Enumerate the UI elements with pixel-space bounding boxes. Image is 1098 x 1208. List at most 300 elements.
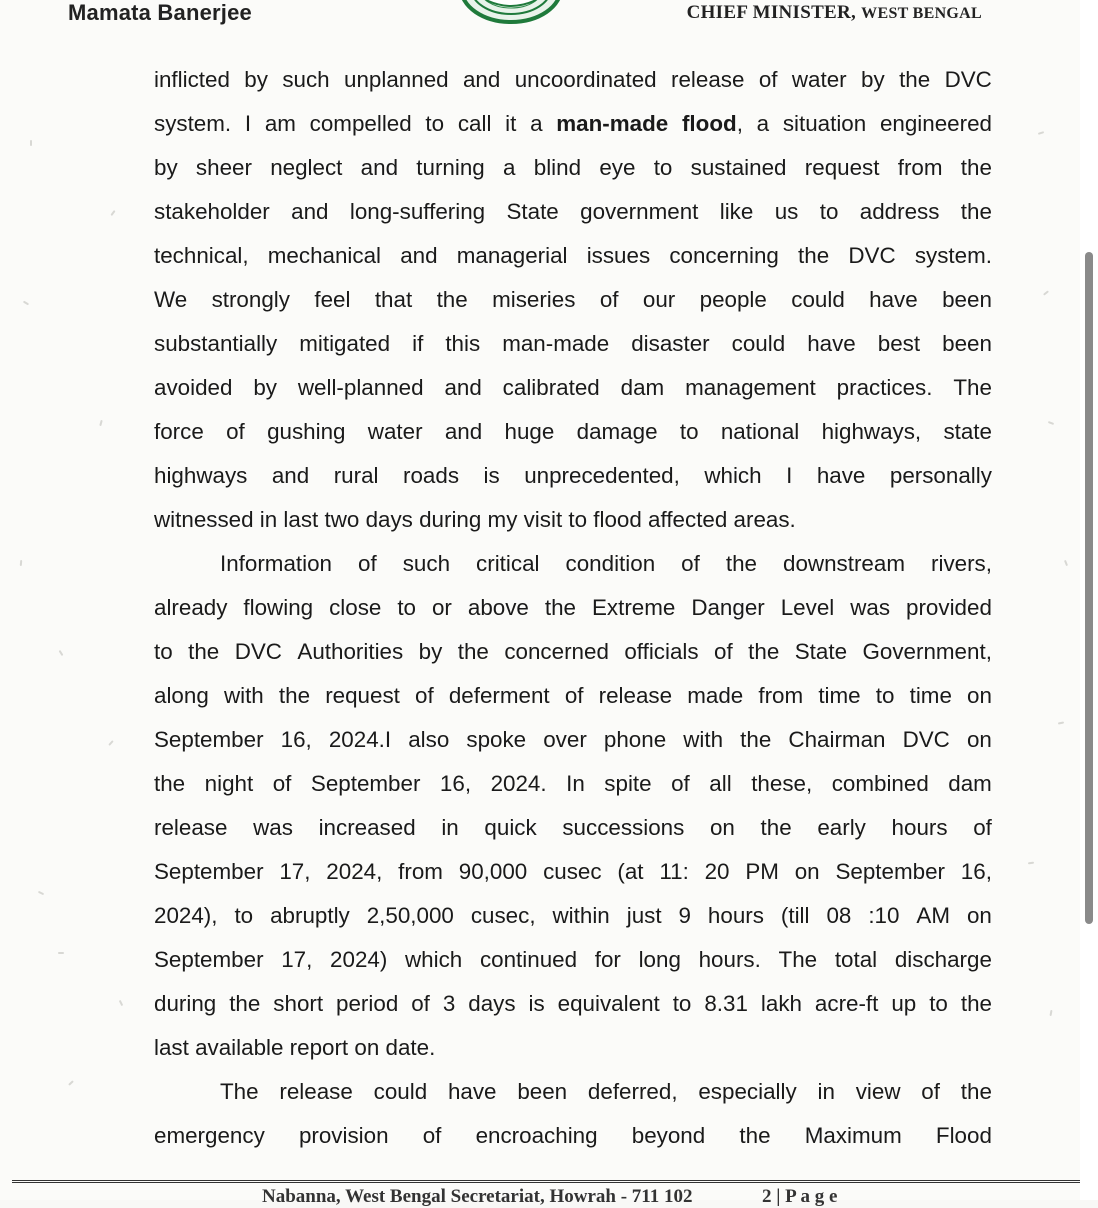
word: dam: [620, 375, 665, 400]
body-line: [154, 762, 992, 806]
word: the: [899, 67, 931, 92]
word: have: [807, 331, 856, 356]
word: the: [154, 771, 186, 796]
body-line: [154, 190, 992, 234]
word: sheer: [195, 155, 252, 180]
word: 08: [826, 903, 852, 928]
word: total: [834, 947, 878, 972]
body-line: [154, 58, 992, 102]
word: of: [226, 419, 245, 444]
body-line: [154, 542, 992, 586]
word: damage: [576, 419, 658, 444]
word: request: [804, 155, 880, 180]
word: [556, 102, 668, 146]
paper-speck: [119, 1000, 124, 1006]
word: DVC: [944, 67, 992, 92]
word: 2024),: [154, 903, 218, 928]
word: could: [791, 287, 845, 312]
word: 17,: [279, 859, 311, 884]
paper-speck: [1064, 560, 1068, 566]
body-line: [154, 894, 992, 938]
word: long-suffering: [349, 199, 486, 224]
word: blind: [533, 155, 582, 180]
word: time: [909, 683, 952, 708]
paper-speck: [38, 891, 44, 895]
word: have: [816, 463, 866, 488]
word: and: [462, 67, 501, 92]
word: and: [444, 419, 483, 444]
office-title-sub: WEST BENGAL: [861, 5, 982, 22]
word: the: [960, 155, 992, 180]
word: combined: [831, 771, 929, 796]
word: hours: [891, 815, 948, 840]
word: In: [566, 771, 585, 796]
paper-speck: [58, 952, 64, 954]
word: DVC: [848, 243, 896, 268]
word: concerning: [669, 243, 779, 268]
word: which: [405, 947, 463, 972]
word: to: [154, 639, 173, 664]
emphasis-text: flood: [681, 111, 737, 136]
body-line: last available report on date.: [154, 1035, 436, 1060]
word: of: [681, 551, 700, 576]
word: 2024.: [490, 771, 547, 796]
paper-speck: [1049, 1010, 1052, 1016]
word: technical,: [154, 243, 249, 268]
word: of: [564, 683, 584, 708]
word: to: [679, 419, 699, 444]
word: the: [960, 991, 992, 1016]
word: unplanned: [344, 67, 449, 92]
paper-speck: [1058, 721, 1064, 724]
word: by: [418, 639, 443, 664]
word: 8.31: [704, 991, 748, 1016]
word: Level: [780, 595, 835, 620]
word: on: [709, 815, 735, 840]
word: have: [447, 1079, 497, 1104]
word: cusec: [543, 859, 602, 884]
word: phone: [603, 727, 667, 752]
word: night: [204, 771, 254, 796]
word: and: [444, 375, 482, 400]
word: the: [740, 727, 772, 752]
word: days: [468, 991, 516, 1016]
word: increased: [318, 815, 416, 840]
word: provision: [298, 1123, 389, 1148]
emphasis-text: man-made: [556, 111, 669, 136]
body-line: witnessed in last two days during my visit to flood affected areas.: [154, 507, 796, 532]
word: Extreme: [591, 595, 676, 620]
body-line: [154, 718, 992, 762]
word: disaster: [631, 331, 710, 356]
word: critical: [476, 551, 540, 576]
word: and: [291, 199, 329, 224]
word: PM: [745, 859, 779, 884]
word: all: [709, 771, 732, 796]
word: sustained: [690, 155, 787, 180]
word: emergency: [154, 1123, 265, 1148]
word: already: [154, 595, 228, 620]
word: Flood: [935, 1123, 992, 1148]
word: or: [431, 595, 452, 620]
word: of: [422, 1123, 442, 1148]
word: dam: [948, 771, 992, 796]
word: to: [234, 903, 254, 928]
word: gushing: [267, 419, 346, 444]
word: strongly: [211, 287, 290, 312]
word: deferred,: [587, 1079, 678, 1104]
word: release: [671, 67, 745, 92]
word: this: [445, 331, 481, 356]
word: quick: [484, 815, 537, 840]
word: DVC: [234, 639, 282, 664]
body-line: [154, 366, 992, 410]
word: acre-ft: [814, 991, 879, 1016]
word: water: [791, 67, 847, 92]
word: September: [310, 771, 421, 796]
word: 2024.I: [328, 727, 392, 752]
word: a: [503, 155, 516, 180]
paper-speck: [59, 650, 64, 656]
word: and: [271, 463, 310, 488]
word: on: [966, 727, 992, 752]
word: request: [325, 683, 400, 708]
word: the: [544, 595, 576, 620]
word: close: [329, 595, 382, 620]
word: September: [154, 727, 264, 752]
word: the: [229, 991, 261, 1016]
word: highways: [154, 463, 248, 488]
word: to: [929, 991, 948, 1016]
word: and: [360, 155, 399, 180]
word: avoided: [154, 375, 233, 400]
word: to: [875, 683, 895, 708]
word: mitigated: [299, 331, 391, 356]
word: man-made: [502, 331, 610, 356]
word: September: [154, 947, 264, 972]
word: I: [786, 463, 793, 488]
word: view: [855, 1079, 901, 1104]
word: the: [188, 639, 220, 664]
word: neglect: [270, 155, 343, 180]
word: was: [850, 595, 891, 620]
word: Chairman: [788, 727, 886, 752]
word: especially: [698, 1079, 797, 1104]
word: could: [731, 331, 786, 356]
word: spite: [604, 771, 652, 796]
body-line: [154, 982, 992, 1026]
word: Government,: [862, 639, 992, 664]
word: of: [599, 287, 619, 312]
word: (at: [617, 859, 644, 884]
word: calibrated: [502, 375, 600, 400]
word: made: [687, 683, 744, 708]
word: that: [374, 287, 413, 312]
footer-address: Nabanna, West Bengal Secretariat, Howrah - 711 102: [262, 1186, 693, 1207]
word: flowing: [243, 595, 314, 620]
word: of: [921, 1079, 940, 1104]
word: the: [725, 551, 758, 576]
word: issues: [586, 243, 651, 268]
word: a: [530, 111, 543, 136]
word: Information: [220, 551, 333, 576]
paper-speck: [23, 301, 29, 306]
word: been: [942, 331, 992, 356]
body-line: [154, 410, 992, 454]
word: engineered: [879, 111, 992, 136]
word: highways,: [821, 419, 922, 444]
word: within: [552, 903, 610, 928]
word: our: [642, 287, 676, 312]
word: us: [774, 199, 799, 224]
word: provided: [906, 595, 992, 620]
word: of: [272, 771, 292, 796]
word: practices.: [836, 375, 933, 400]
word: We: [154, 287, 188, 312]
word: personally: [889, 463, 992, 488]
word: is: [483, 463, 500, 488]
word: 9: [678, 903, 691, 928]
state-emblem-icon: [456, 0, 566, 26]
office-title: [687, 2, 982, 24]
word: from: [398, 859, 443, 884]
word: system.: [914, 243, 992, 268]
word: by: [861, 67, 885, 92]
body-line: [154, 234, 992, 278]
word: address: [859, 199, 940, 224]
office-title-main: CHIEF MINISTER,: [686, 2, 857, 23]
word: been: [942, 287, 992, 312]
word: from: [758, 683, 804, 708]
paper-speck: [108, 740, 114, 746]
paper-speck: [1038, 131, 1044, 135]
word: managerial: [456, 243, 568, 268]
word: release: [279, 1079, 353, 1104]
word: force: [154, 419, 204, 444]
word: on: [967, 683, 992, 708]
word: miseries: [492, 287, 576, 312]
paper-speck: [20, 560, 23, 566]
body-line: [154, 146, 992, 190]
vertical-scrollbar[interactable]: [1080, 0, 1098, 1200]
word: 2024): [330, 947, 388, 972]
word: the: [748, 639, 780, 664]
scrollbar-thumb[interactable]: [1085, 252, 1093, 924]
word: 16,: [439, 771, 472, 796]
word: the: [960, 199, 992, 224]
word: successions: [562, 815, 685, 840]
word: release: [154, 815, 228, 840]
word: Danger: [691, 595, 765, 620]
word: by: [244, 67, 268, 92]
word: period: [336, 991, 399, 1016]
word: encroaching: [475, 1123, 598, 1148]
word: September: [835, 859, 945, 884]
word: above: [467, 595, 529, 620]
word: mechanical: [267, 243, 382, 268]
paper-speck: [99, 420, 102, 426]
word: stakeholder: [154, 199, 270, 224]
word: AM: [916, 903, 950, 928]
word: and: [400, 243, 438, 268]
paper-speck: [1043, 290, 1049, 295]
word: along: [154, 683, 209, 708]
word: the: [436, 287, 468, 312]
word: the: [739, 1123, 771, 1148]
word: State: [794, 639, 848, 664]
word: water: [367, 419, 423, 444]
word: 2024,: [326, 859, 383, 884]
word: it: [505, 111, 517, 136]
word: state: [943, 419, 992, 444]
body-line: [154, 850, 992, 894]
body-line: [154, 1114, 992, 1158]
word: (till: [780, 903, 810, 928]
word: inflicted: [154, 67, 230, 92]
word: The: [953, 375, 992, 400]
author-name: Mamata Banerjee: [68, 0, 252, 25]
word: government: [580, 199, 699, 224]
word: over: [543, 727, 587, 752]
word: could: [373, 1079, 428, 1104]
word: equivalent: [557, 991, 660, 1016]
word: early: [817, 815, 866, 840]
word: :10: [868, 903, 900, 928]
word: eye: [599, 155, 636, 180]
word: management: [685, 375, 816, 400]
word: such: [282, 67, 330, 92]
word: State: [506, 199, 559, 224]
word: spoke: [466, 727, 527, 752]
body-line: [154, 278, 992, 322]
word: compelled: [309, 111, 412, 136]
word: such: [402, 551, 451, 576]
word: was: [253, 815, 293, 840]
body-line: [154, 586, 992, 630]
body-line: [154, 938, 992, 982]
word: national: [720, 419, 800, 444]
word: 17,: [281, 947, 313, 972]
word: hours.: [698, 947, 761, 972]
word: by: [253, 375, 277, 400]
word: best: [877, 331, 921, 356]
body-line: [154, 806, 992, 850]
footer: [262, 1186, 837, 1208]
word: call: [457, 111, 492, 136]
word: 11:: [659, 859, 689, 884]
word: been: [517, 1079, 568, 1104]
word: abruptly: [270, 903, 350, 928]
word: deferment: [448, 683, 550, 708]
word: just: [626, 903, 662, 928]
word: rural: [333, 463, 379, 488]
word: condition: [565, 551, 656, 576]
word: rivers,: [931, 551, 992, 576]
word: September: [154, 859, 264, 884]
word: time: [818, 683, 861, 708]
word: feel: [314, 287, 351, 312]
word: uncoordinated: [514, 67, 657, 92]
word: huge: [504, 419, 555, 444]
word: of: [411, 991, 430, 1016]
word: 3: [442, 991, 456, 1016]
word: like: [719, 199, 754, 224]
word: Maximum: [804, 1123, 902, 1148]
word: of: [358, 551, 377, 576]
word: The: [778, 947, 818, 972]
word: I: [244, 111, 252, 136]
paper-speck: [110, 210, 115, 216]
word: am: [264, 111, 296, 136]
word: which: [704, 463, 762, 488]
word: to: [425, 111, 445, 136]
word: of: [973, 815, 992, 840]
body-line: [154, 102, 992, 146]
word: of: [671, 771, 690, 796]
word: to: [653, 155, 673, 180]
word: 16,: [280, 727, 312, 752]
word: of: [415, 683, 434, 708]
body-line: [154, 1070, 992, 1114]
word: if: [412, 331, 424, 356]
word: in: [441, 815, 459, 840]
paper-speck: [1028, 862, 1034, 865]
word: well-planned: [297, 375, 424, 400]
word: by: [154, 155, 178, 180]
word: long: [638, 947, 681, 972]
word: the: [278, 683, 311, 708]
word: Authorities: [297, 639, 404, 664]
word: of: [714, 639, 733, 664]
word: downstream: [783, 551, 905, 576]
paper-speck: [30, 140, 32, 146]
word: with: [223, 683, 264, 708]
word: up: [891, 991, 917, 1016]
word: have: [869, 287, 918, 312]
paper-speck: [1048, 421, 1054, 425]
word: substantially: [154, 331, 278, 356]
body-line: [154, 454, 992, 498]
word: short: [273, 991, 324, 1016]
word: a: [756, 111, 770, 136]
letter-body: [154, 58, 992, 1158]
word: system.: [154, 111, 232, 136]
word: is: [528, 991, 545, 1016]
word: of: [758, 67, 778, 92]
word: with: [683, 727, 724, 752]
word: during: [154, 991, 217, 1016]
word: 20: [704, 859, 730, 884]
word: the: [798, 243, 830, 268]
word: to: [397, 595, 417, 620]
word: situation: [782, 111, 867, 136]
word: people: [699, 287, 767, 312]
word: roads: [403, 463, 460, 488]
body-line: [154, 322, 992, 366]
word: hours: [707, 903, 764, 928]
word: to: [819, 199, 839, 224]
word: 2,50,000: [366, 903, 454, 928]
word: beyond: [631, 1123, 706, 1148]
paper-speck: [68, 1080, 74, 1086]
word: cusec,: [470, 903, 536, 928]
word: also: [408, 727, 450, 752]
word: the: [760, 815, 792, 840]
word: release: [598, 683, 673, 708]
word: lakh: [760, 991, 802, 1016]
word: from: [897, 155, 943, 180]
word: for: [594, 947, 621, 972]
